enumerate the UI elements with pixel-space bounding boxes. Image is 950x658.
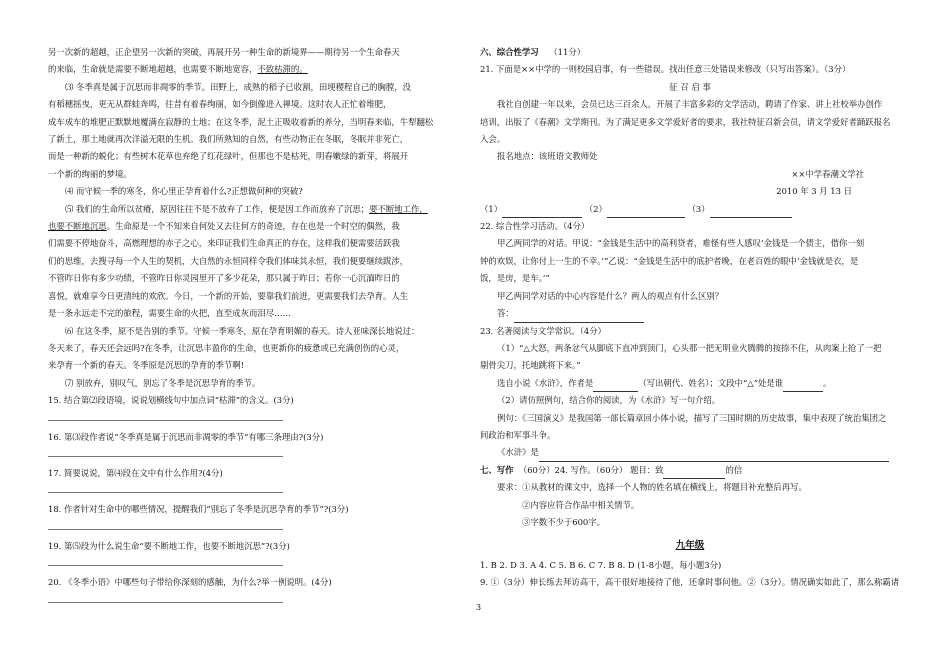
character-blank[interactable] (783, 381, 823, 392)
paragraph-3: ⑶ 冬季真是属于沉思而非凋零的季节。田野上，成熟的稻子已收割，田埂稷程自己的胸膛，没 有稻穗摇曳，更无从群蛙奔鸣，往昔有着春绚丽，如今倒像进入禅境。这时农人正忙着堆肥， 成车成车的堆肥正默默地覆满在寂静的土地；在这冬季，泥土正吸收着新的养分，当明春来临，牛犁翻松 了新土，那土地就再次洋溢无限的生机。我们所熟知的自然，有些动物正在冬眠，冬眠并非死亡， 而是一种新的蜕化；有些树木花草也弃绝了红花绿叶，但那也不是枯死，明春嫩绿的新芽，将展开 一个新的绚丽的梦境。 (48, 81, 434, 179)
q21-answer-blanks: （1） （2） （3） (480, 201, 900, 218)
q22-answer-blank[interactable] (514, 312, 644, 323)
author-blank[interactable] (593, 381, 638, 392)
signup-location: 报名地点：该班语文教师处 (497, 151, 598, 162)
answer-line[interactable] (48, 555, 283, 566)
answer-line[interactable] (48, 519, 283, 530)
shuihu-intro-blank[interactable] (539, 451, 889, 462)
answer-key-mc: 1. B 2. D 3. A 4. C 5. B 6. C 7. B 8. D (1-8小题，每小题3分) (480, 559, 722, 570)
notice-body: 我社自创建一年以来，会员已达三百余人，开展了丰富多彩的文学活动，聘请了作家、讲上社校举办创作 (497, 99, 883, 110)
question-23: 23. 名著阅读与文学常识。（4分） (480, 325, 606, 336)
page-number: 3 (476, 603, 482, 612)
right-column: 六、综合性学习 （11分） 21. 下面是××中学的一则校园启事，有一些错误。找出任意三处错误来修改（只写出答案）。（3分） 征 召 启 事 我社自创建一年以来，会员已达三百余人，开展了丰富多彩的文学活动，聘请了作家、讲上社校举办创作 培训，出版了《春潮》文学期刊。为了满足更多文学爱好者的要求，我社特征召新会员，请文学爱好者踊跃报名 入会。 报名地点：该班语文教师处 ××中学春潮文学社 2010 年 3 月 13 日 （1） （2） （3） 22. 综合性学习活动。（4分） 甲乙两同学的对话。甲说：“金钱是生活中的高利贷者，难怪有些人感叹‘金钱是一个债主，借你一刻 钟的欢娱，让你付上一生的不幸。’”乙说：“金钱是生活中的底护者晚，在老百姓的眼中‘金钱就是衣，是 饭，是房，是车。’” 甲乙两同学对话的中心内容是什么？两人的观点有什么区别？ 答： 23. 名著阅读与文学常识。（4分） （1）“△大怒，两条忿气从脚底下直冲到顶门，心头那一把无明业火腾腾的按捺不住，从肉案上抢了一把 剔骨尖刀，托地跳将下来。” 选自小说《水浒》，作者是 （写出朝代、姓名）；文段中“△”处是谁 。 （2）请仿照例句，结合你的阅读，为《水浒》写一句介绍。 例句：《三国演义》是我国第一部长篇章回小体小说，描写了三国时期的历史故事，集中表现了统治集团之 间政治和军事斗争。 《水浒》是 七、写作 （60分）24. 写作。（60分） 题目：致 的信 要求：①从教材的课文中，选择一个人物的姓名填在横线上，将题目补充整后再写。 ②内容应符合作品中相关情节。 ③字数不少于600字。 九年级 1. B 2. D 3. A 4. C 5. B 6. C 7. B 8. D (1-8小题，每小题3分) 9. ①（3分）伸长练去拜访高干，高干很好地接待了他，还拿时事问他。②（3分）。情况确实如此了，那么称霸诸 (480, 44, 900, 592)
answer-line[interactable] (48, 410, 283, 421)
question-21: 21. 下面是××中学的一则校园启事，有一些错误。找出任意三处错误来修改（只写出答案）。（3分） (480, 64, 851, 75)
answer-line[interactable] (48, 446, 283, 457)
paragraph-4: ⑷ 而守候一季的寒冬，你心里正孕育着什么?正想做何种的突破? (65, 186, 303, 197)
notice-date: 2010 年 3 月 13 日 (776, 186, 852, 197)
section-6-heading: 六、综合性学习 （11分） (480, 47, 586, 57)
paragraph-6: ⑹ 在这冬季，原不是告别的季节。守候一季寒冬，原在孕育明媚的春天。诗人亚味深长地说过： 冬天来了，春天还会远吗?在冬季，让沉思丰盈你的生命，也更新你的疲惫或已充满创伤的心灵， 来孕育一个新的春天。冬季原是沉思的孕育的季节啊! (48, 325, 420, 371)
question-15: 15. 结合第⑵段语境，说说划横线句中加点词“枯滞”的含义。(3分) (48, 392, 458, 420)
question-18: 18. 作者针对生命中的哪些情况，提醒我们“别忘了冬季是沉思孕育的季节”?(3分) (48, 501, 458, 529)
underlined-sentence: 不致枯滞的。 (257, 64, 308, 75)
question-20: 20. 《冬季小语》中哪些句子带给你深刻的感触，为什么?举一例说明。(4分) (48, 574, 458, 602)
notice-signer: ××中学春潮文学社 (791, 168, 864, 179)
paragraph-5: ⑸ 我们的生命所以贫瘠，原因往往不是不放弃了工作，便是因工作而放弃了沉思；要不断地工作， 也要不断地沉思。生命原是一个不知来自何处又去往何方的奇迹，存在也是一个时空的偶然，我 们需要不停地奋斗，高燃理想的赤子之心，来印证我们生命真正的存在，这样我们便需要活跃我 们的思维，去搜寻每一个人生的契机，大自然的永恒同样令我们体味其永恒，我们便要继续跋涉， 不管昨日你有多少功绩，不管昨日你灵园里开了多少花朵，那只属于昨日；若你一心沉湎昨日的 喜悦，就难享今日更清纯的欢欣。今日，一个新的开始，要靠我们前进，更需要我们去孕育。人生 是一条永远走不完的旅程，需要生命的火把，直至成灰而泪尽…… (48, 203, 428, 319)
paragraph-2-line: 另一次新的超越，正企望另一次新的突破，再展开另一种生命的新境界——期待另一个生命春天 (48, 47, 400, 57)
question-16: 16. 第⑶段作者说“冬季真是属于沉思而非凋零的季节”有哪三条理由?(3分) (48, 429, 458, 457)
answer-key-9: 9. ①（3分）伸长练去拜访高干，高干很好地接待了他，还拿时事问他。②（3分）。情况确实如此了，那么称霸诸 (480, 577, 900, 588)
answer-key-title: 九年级 (675, 540, 705, 552)
question-19: 19. 第⑸段为什么说生命“要不断地工作，也要不断地沉思”?(3分) (48, 538, 458, 566)
question-17: 17. 简要说说，第⑷段在文中有什么作用?(4分) (48, 465, 458, 493)
answer-line[interactable] (48, 592, 283, 603)
left-column (48, 44, 458, 611)
paragraph-7: ⑺ 别放弃，别叹气，别忘了冬季是沉思孕育的季节。 (65, 377, 261, 388)
blank-1[interactable] (502, 207, 582, 218)
notice-title: 征 召 启 事 (669, 81, 711, 92)
answer-line[interactable] (48, 482, 283, 493)
paragraph-2-line: 的来临，生命就是需要不断地超越，也需要不断地宽容，不致枯滞的。 (48, 64, 308, 75)
letter-title-blank[interactable] (663, 468, 725, 479)
section-7-heading: 七、写作 （60分）24. 写作。（60分） 题目：致 的信 (480, 462, 900, 479)
question-22: 22. 综合性学习活动。（4分） (480, 221, 590, 232)
blank-3[interactable] (710, 207, 792, 218)
blank-2[interactable] (607, 207, 685, 218)
